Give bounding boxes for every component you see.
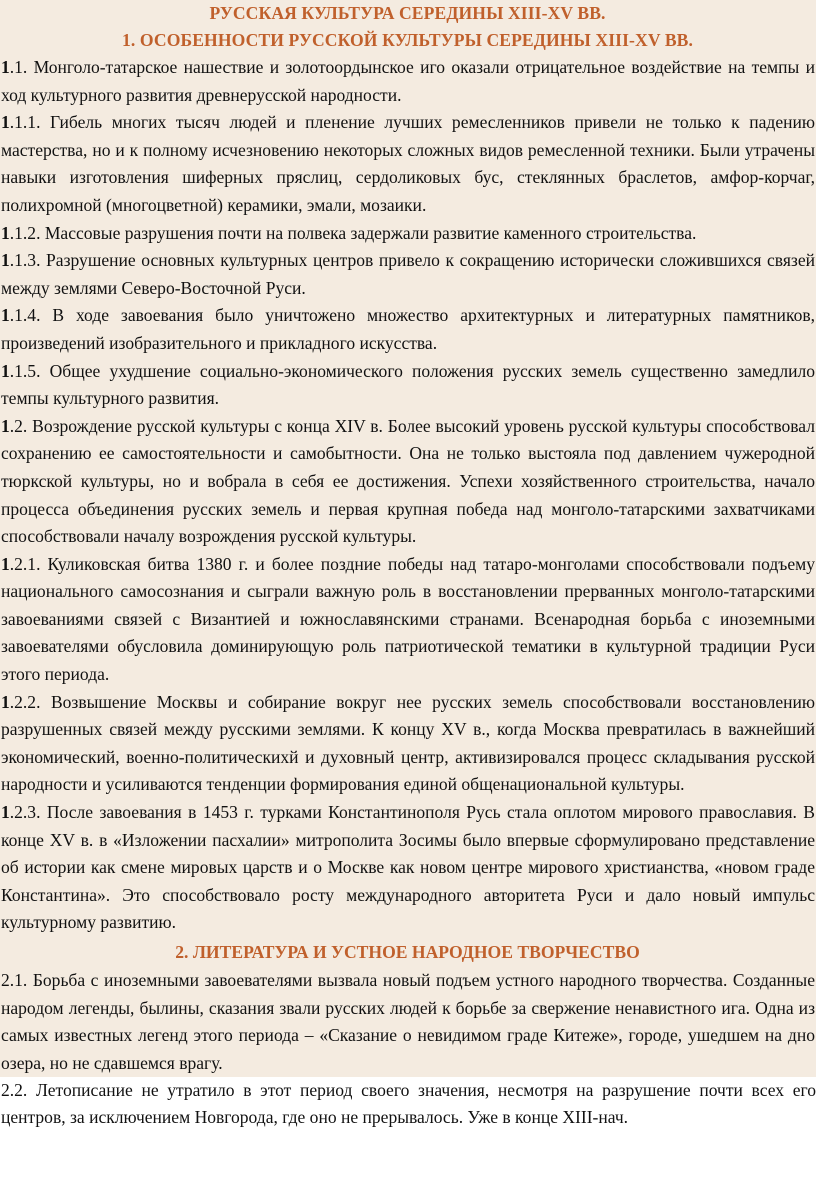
paragraph-number-rest: .2.2. xyxy=(9,691,41,712)
paragraph-text: Общее ухудшение социально-экономического положения русских земель существенно замедлило темпы культурного развития. xyxy=(1,360,815,409)
paragraph-number: 1 xyxy=(1,802,10,823)
paragraph-number-rest: .2.3. xyxy=(9,802,41,823)
paragraph-1-1-4 xyxy=(0,302,815,357)
paragraph-number: 1 xyxy=(1,360,10,381)
paragraph-number: 1 xyxy=(1,57,10,77)
paragraph-number-rest: .1.4. xyxy=(9,305,41,326)
paragraph-number: 1 xyxy=(1,112,10,133)
paragraph-text: Монголо-татарское нашествие и золотоордынское иго оказали отрицательное воздействие на темпы и ход культурного развития древнерусской народности. xyxy=(1,57,815,105)
paragraph-number: 1 xyxy=(1,415,10,436)
paragraph-1-2-1 xyxy=(0,551,815,689)
paragraph-1-1-5 xyxy=(0,358,815,413)
paragraph-1-1-1 xyxy=(0,109,815,219)
paragraph-1-2 xyxy=(0,413,815,551)
paragraph-number: 1 xyxy=(1,305,10,326)
paragraph-number: 1 xyxy=(1,250,10,271)
paragraph-2-2: 2.2. Летописание не утратило в этот период своего значения, несмотря на разрушение почти всех его центров, за исключением Новгорода, где оно не прерывалось. Уже в конце XIII-нач. xyxy=(1,1080,816,1128)
paragraph-number-rest: .1.3. xyxy=(9,250,41,271)
paragraph-number: 1 xyxy=(1,222,10,243)
paragraph-1-2-2 xyxy=(0,689,815,799)
paragraph-number-rest: .2. xyxy=(9,415,28,436)
paragraph-1-2-3 xyxy=(0,799,815,937)
paragraph-number-rest: .1.5. xyxy=(9,360,41,381)
section-1-body xyxy=(0,54,815,937)
section-2-heading: 2. ЛИТЕРАТУРА И УСТНОЕ НАРОДНОЕ ТВОРЧЕСТВО xyxy=(175,942,640,962)
paragraph-2-1: 2.1. Борьба с иноземными завоевателями вызвала новый подъем устного народного творчества. Созданные народом легенды, былины, сказания звали русских людей к борьбе за свержение ненавистного ига. Одна из самых известных легенд этого периода – «Сказание о невидимом граде Китеже», городе, ушедшем на дно озера, но не сдавшемся врагу. xyxy=(1,970,815,1073)
paragraph-number: 1 xyxy=(1,691,10,712)
paragraph-number: 1 xyxy=(1,553,10,574)
paragraph-text: Гибель многих тысяч людей и пленение лучших ремесленников привели не только к падению мастерства, но и к полному исчезновению некоторых сложных видов ремесленной техники. Были утрачены навыки изготовления шиферных пряслиц, сердоликовых бус, стеклянных браслетов, амфор-корчаг, полихромной (многоцветной) керамики, эмали, мозаики. xyxy=(1,112,815,215)
paragraph-1-1-3 xyxy=(0,247,815,302)
paragraph-text: Разрушение основных культурных центров привело к сокращению исторически сложившихся связей между землями Северо-Восточной Руси. xyxy=(1,250,815,298)
paragraph-text: Массовые разрушения почти на полвека задержали развитие каменного строительства. xyxy=(40,222,697,243)
paragraph-text: После завоевания в 1453 г. турками Константинополя Русь стала оплотом мирового православия. В конце XV в. в «Изложении пасхалии» митрополита Зосимы было впервые сформулировано представление об истории как смене мировых царств и о Москве как новом центре мирового христианства, «новом граде Константина». Это способствовало росту международного авторитета Руси и дало новый импульс культурному развитию. xyxy=(1,802,815,933)
paragraph-text: Куликовская битва 1380 г. и более поздние победы над татаро-монголами способствовали подъему национального самосознания и сыграли важную роль в восстановлении прерванных монголо-татарскими завоеваниями связей с Византией и южнославянскими странами. Всенародная борьба с иноземными завоевателями обусловила доминирующую роль патриотической тематики в культурной традиции Руси этого периода. xyxy=(1,553,815,685)
paragraph-text: Возвышение Москвы и собирание вокруг нее русских земель способствовали восстановлению разрушенных связей между русскими землями. К концу XV в., когда Москва превратилась в важнейший экономический, военно-политическихй и духовный центр, активизировался процесс складывания русской народности и усиливаются тенденции формирования единой общенациональной культуры. xyxy=(1,691,815,795)
section-1-heading: 1. ОСОБЕННОСТИ РУССКОЙ КУЛЬТУРЫ СЕРЕДИНЫ XIII-XV ВВ. xyxy=(122,30,693,50)
paragraph-text: Возрождение русской культуры с конца XIV в. Более высокий уровень русской культуры способствовал сохранению ее самостоятельности и самобытности. Она не только выстояла под давлением чужеродной тюркской культуры, но и вобрала в себя ее достижения. Успехи хозяйственного строительства, начало процесса объединения русских земель и первая крупная победа над монголо-татарскими захватчиками способствовали началу возрождения русской культуры. xyxy=(1,415,815,547)
white-block xyxy=(0,1077,816,1131)
paragraph-text: В ходе завоевания было уничтожено множество архитектурных и литературных памятников, произведений изобразительного и прикладного искусства. xyxy=(1,305,815,353)
paragraph-number-rest: .1. xyxy=(9,57,28,77)
paragraph-1-1 xyxy=(0,54,815,109)
paragraph-number-rest: .1.2. xyxy=(9,222,41,243)
paragraph-number-rest: .2.1. xyxy=(9,553,41,574)
document-title: РУССКАЯ КУЛЬТУРА СЕРЕДИНЫ XIII-XV ВВ. xyxy=(209,3,606,23)
paragraph-number-rest: .1.1. xyxy=(9,112,41,133)
paragraph-1-1-2 xyxy=(0,220,815,248)
